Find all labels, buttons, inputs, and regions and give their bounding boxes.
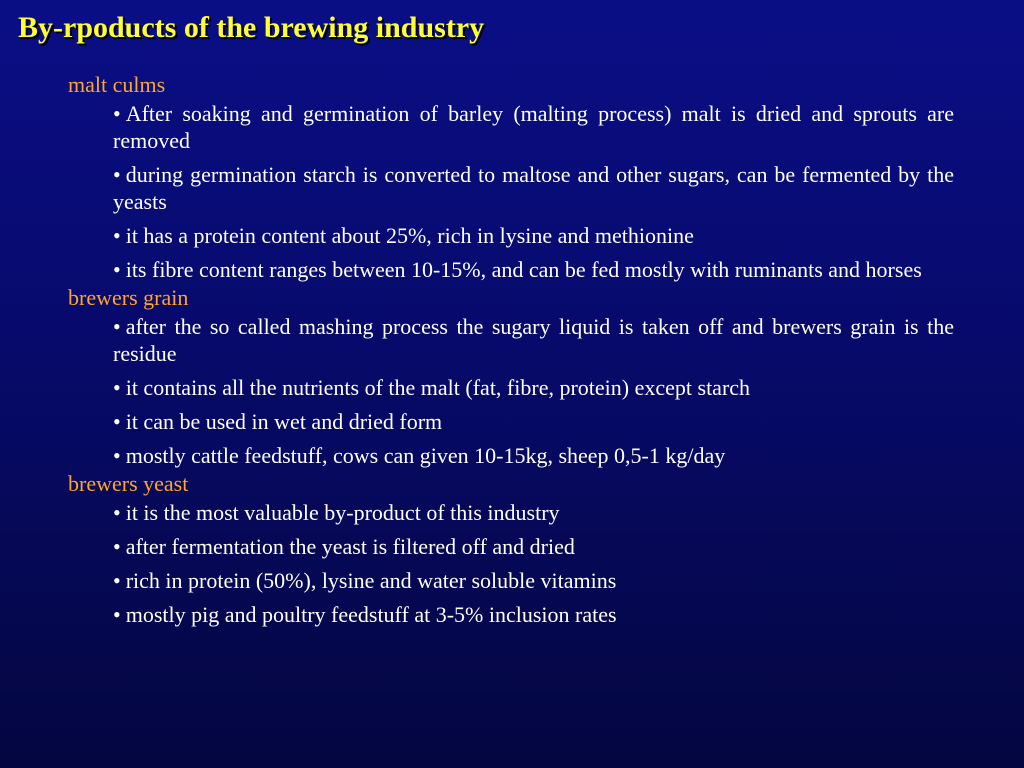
section-brewers-grain bbox=[68, 283, 954, 469]
bullet-item bbox=[113, 374, 954, 401]
bullet-icon: • bbox=[113, 257, 121, 282]
bullet-text: it has a protein content about 25%, rich in lysine and methionine bbox=[125, 223, 694, 248]
bullet-text: after the so called mashing process the sugary liquid is taken off and brewers grain is the residue bbox=[113, 314, 954, 366]
bullet-item bbox=[113, 100, 954, 154]
bullet-item bbox=[113, 533, 954, 560]
bullet-list bbox=[68, 499, 954, 628]
bullet-text: it can be used in wet and dried form bbox=[125, 409, 443, 434]
bullet-icon: • bbox=[113, 162, 121, 187]
bullet-text: it contains all the nutrients of the malt (fat, fibre, protein) except starch bbox=[125, 375, 751, 400]
bullet-text: after fermentation the yeast is filtered off and dried bbox=[125, 534, 575, 559]
bullet-icon: • bbox=[113, 409, 121, 434]
bullet-item bbox=[113, 256, 954, 283]
bullet-item bbox=[113, 601, 954, 628]
section-heading: brewers grain bbox=[68, 285, 189, 310]
bullet-icon: • bbox=[113, 223, 121, 248]
bullet-item bbox=[113, 408, 954, 435]
bullet-item bbox=[113, 222, 954, 249]
slide-content bbox=[68, 70, 954, 628]
bullet-text: After soaking and germination of barley (malting process) malt is dried and sprouts are removed bbox=[113, 101, 954, 153]
bullet-item bbox=[113, 313, 954, 367]
bullet-icon: • bbox=[113, 534, 121, 559]
section-malt-culms bbox=[68, 70, 954, 283]
section-heading: brewers yeast bbox=[68, 471, 189, 496]
bullet-icon: • bbox=[113, 314, 121, 339]
bullet-item bbox=[113, 567, 954, 594]
bullet-text: it is the most valuable by-product of this industry bbox=[125, 500, 560, 525]
bullet-icon: • bbox=[113, 568, 121, 593]
bullet-item bbox=[113, 442, 954, 469]
slide-title: By-rpoducts of the brewing industry bbox=[18, 11, 485, 44]
bullet-text: its fibre content ranges between 10-15%, and can be fed mostly with ruminants and horses bbox=[125, 257, 922, 282]
bullet-text: rich in protein (50%), lysine and water soluble vitamins bbox=[125, 568, 617, 593]
bullet-text: during germination starch is converted to maltose and other sugars, can be fermented by the yeasts bbox=[113, 162, 954, 214]
bullet-text: mostly cattle feedstuff, cows can given 10-15kg, sheep 0,5-1 kg/day bbox=[125, 443, 726, 468]
bullet-item bbox=[113, 161, 954, 215]
bullet-list bbox=[68, 100, 954, 283]
bullet-icon: • bbox=[113, 443, 121, 468]
bullet-icon: • bbox=[113, 101, 121, 126]
section-heading: malt culms bbox=[68, 72, 166, 97]
bullet-list bbox=[68, 313, 954, 469]
section-brewers-yeast bbox=[68, 469, 954, 628]
bullet-icon: • bbox=[113, 375, 121, 400]
bullet-item bbox=[113, 499, 954, 526]
bullet-icon: • bbox=[113, 602, 121, 627]
bullet-text: mostly pig and poultry feedstuff at 3-5% inclusion rates bbox=[125, 602, 617, 627]
bullet-icon: • bbox=[113, 500, 121, 525]
